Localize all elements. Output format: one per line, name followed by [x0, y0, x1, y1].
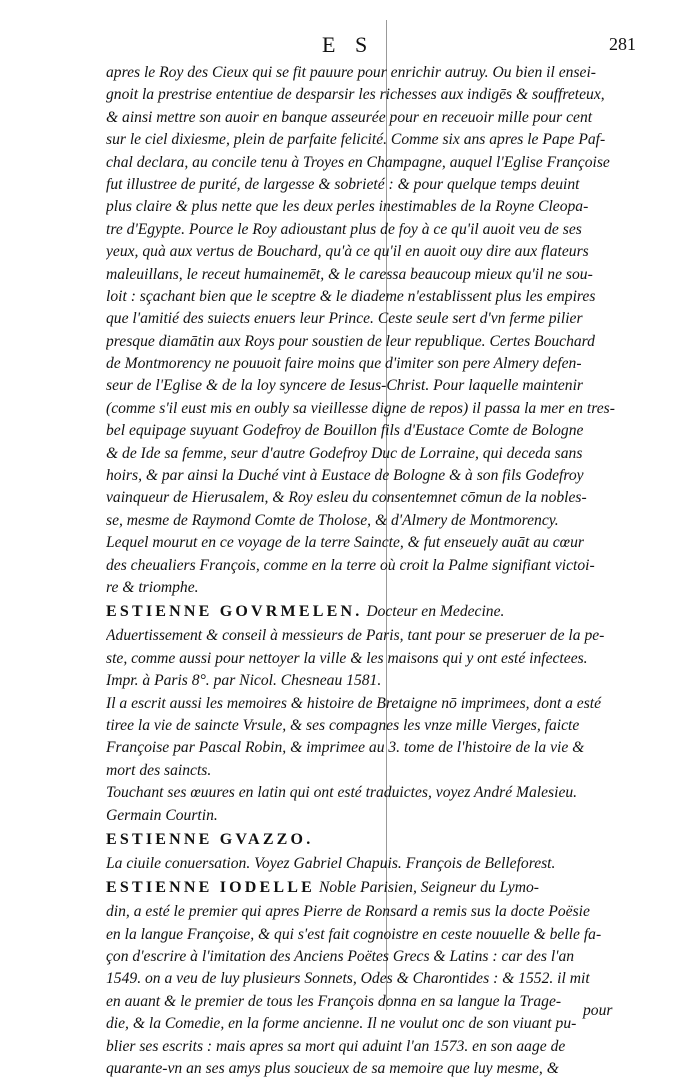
entry-gourmelen: [106, 599, 618, 827]
text-line: vainqueur de Hierusalem, & Roy esleu du consentemnet cōmun de la nobles-: [106, 489, 587, 507]
text-line: fut illustree de purité, de largesse & sobrieté : & pour quelque temps deuint: [106, 175, 580, 193]
text-line: de Montmorency ne pouuoit faire moins que d'imiter son pere Almery defen-: [106, 355, 582, 373]
text-line: presque diamātin aux Roys pour soustien de leur republique. Certes Bouchard: [106, 332, 595, 350]
text-line: Françoise par Pascal Robin, & imprimee au 3. tome de l'histoire de la vie &: [106, 739, 585, 757]
text-line: & ainsi mettre son auoir en banque asseurée pour en receuoir mille pour cent: [106, 108, 593, 126]
text-line: blier ses escrits : mais apres sa mort qui aduint l'an 1573. en son aage de: [106, 1037, 566, 1055]
text-line: hoirs, & par ainsi la Duché vint à Eustace de Bologne & à son fils Godefroy: [106, 467, 584, 485]
entry-heading: [106, 827, 618, 853]
text-line: des cheualiers François, comme en la terre où croit la Palme signifiant victoi-: [106, 556, 595, 574]
page-body: [106, 62, 618, 1080]
text-line: mort des saincts.: [106, 761, 212, 779]
text-line: maleuillans, le receut humainemēt, & le caressa beaucoup mieux qu'il ne sou-: [106, 265, 593, 283]
text-line: Impr. à Paris 8°. par Nicol. Chesneau 1581.: [106, 672, 382, 690]
text-line: 1549. on a veu de luy plusieurs Sonnets, Odes & Charontides : & 1552. il mit: [106, 970, 590, 988]
text-line: Germain Courtin.: [106, 806, 218, 824]
text-line: çon d'escrire à l'imitation des Anciens Poëtes Grecs & Latins : car des l'an: [106, 948, 575, 966]
text-line: chal declara, au concile tenu à Troyes en Champagne, auquel l'Eglise Françoise: [106, 153, 610, 171]
text-line: La ciuile conuersation. Voyez Gabriel Chapuis. François de Belleforest.: [106, 854, 556, 872]
text-line: ste, comme aussi pour nettoyer la ville & les maisons qui y ont esté infectees.: [106, 649, 588, 667]
text-line: se, mesme de Raymond Comte de Tholose, & d'Almery de Montmorency.: [106, 511, 559, 529]
text-line: Touchant ses œuures en latin qui ont esté traduictes, voyez André Malesieu.: [106, 784, 578, 802]
text-line: bel equipage suyuant Godefroy de Bouillon fils d'Eustace Comte de Bologne: [106, 422, 584, 440]
entry-guazzo: [106, 827, 618, 875]
text-line: quarante-vn an ses amys plus soucieux de sa memoire que luy mesme, &: [106, 1060, 559, 1078]
text-line: Aduertissement & conseil à messieurs de Paris, tant pour se preseruer de la pe-: [106, 627, 605, 645]
author-name: ESTIENNE IODELLE: [106, 879, 316, 897]
entry-jodelle: [106, 875, 618, 1080]
text-line: re & triomphe.: [106, 578, 199, 596]
text-line: tre d'Egypte. Pource le Roy adioustant plus de foy à ce qu'il auoit veu de ses: [106, 220, 582, 238]
text-line: que l'amitié des suiects enuers leur Prince. Ceste seule sert d'vn ferme pilier: [106, 310, 583, 328]
text-line: gnoit la prestrise ententiue de desparsir les richesses aux indigēs & souffreteux,: [106, 86, 605, 104]
text-line: en la langue Françoise, & qui s'est fait cognoistre en ceste nouuelle & belle fa-: [106, 925, 602, 943]
text-line: apres le Roy des Cieux qui se fit pauure pour enrichir autruy. Ou bien il ensei-: [106, 64, 596, 81]
text-line: en auant & le premier de tous les François donna en sa langue la Trage-: [106, 992, 562, 1010]
entry-heading: [106, 875, 618, 901]
text-line: tiree la vie de saincte Vrsule, & ses compagnes les vnze mille Vierges, faicte: [106, 716, 580, 734]
page-number: 281: [609, 34, 636, 54]
text-line: die, & la Comedie, en la forme ancienne. Il ne voulut onc de son viuant pu-: [106, 1015, 577, 1033]
author-name: ESTIENNE GOVRMELEN.: [106, 603, 363, 621]
text-line: Lequel mourut en ce voyage de la terre Saincte, & fut enseuely auāt au cœur: [106, 534, 584, 552]
running-head: [0, 32, 696, 60]
text-line: plus claire & plus nette que les deux perles inestimables de la Royne Cleopa-: [106, 198, 589, 216]
text-line: din, a esté le premier qui apres Pierre de Ronsard a remis sus la docte Poësie: [106, 903, 590, 921]
text-line: seur de l'Eglise & de la loy syncere de Iesus-Christ. Pour laquelle maintenir: [106, 377, 583, 395]
author-description: Docteur en Medecine.: [366, 603, 505, 621]
text-line: sur le ciel dixiesme, plein de parfaite felicité. Comme six ans apres le Pape Paf-: [106, 131, 606, 149]
author-description: Noble Parisien, Seigneur du Lymo-: [318, 879, 539, 897]
text-line: Il a escrit aussi les memoires & histoire de Bretaigne nō imprimees, dont a esté: [106, 694, 602, 712]
continued-paragraph: [106, 62, 618, 599]
running-head-title: E S: [322, 32, 375, 57]
text-line: (comme s'il eust mis en oubly sa vieillesse digne de repos) il passa la mer en tres-: [106, 399, 615, 417]
author-name: ESTIENNE GVAZZO.: [106, 830, 314, 848]
text-line: yeux, quà aux vertus de Bouchard, qu'à ce qu'il en auoit ouy dire aux flateurs: [106, 243, 589, 261]
entry-heading: [106, 599, 618, 625]
text-line: & de Ide sa femme, seur d'autre Godefroy Duc de Lorraine, qui deceda sans: [106, 444, 583, 462]
catchword: pour: [583, 1002, 613, 1019]
text-line: loit : sçachant bien que le sceptre & le diademe n'establissent plus les empires: [106, 287, 596, 305]
